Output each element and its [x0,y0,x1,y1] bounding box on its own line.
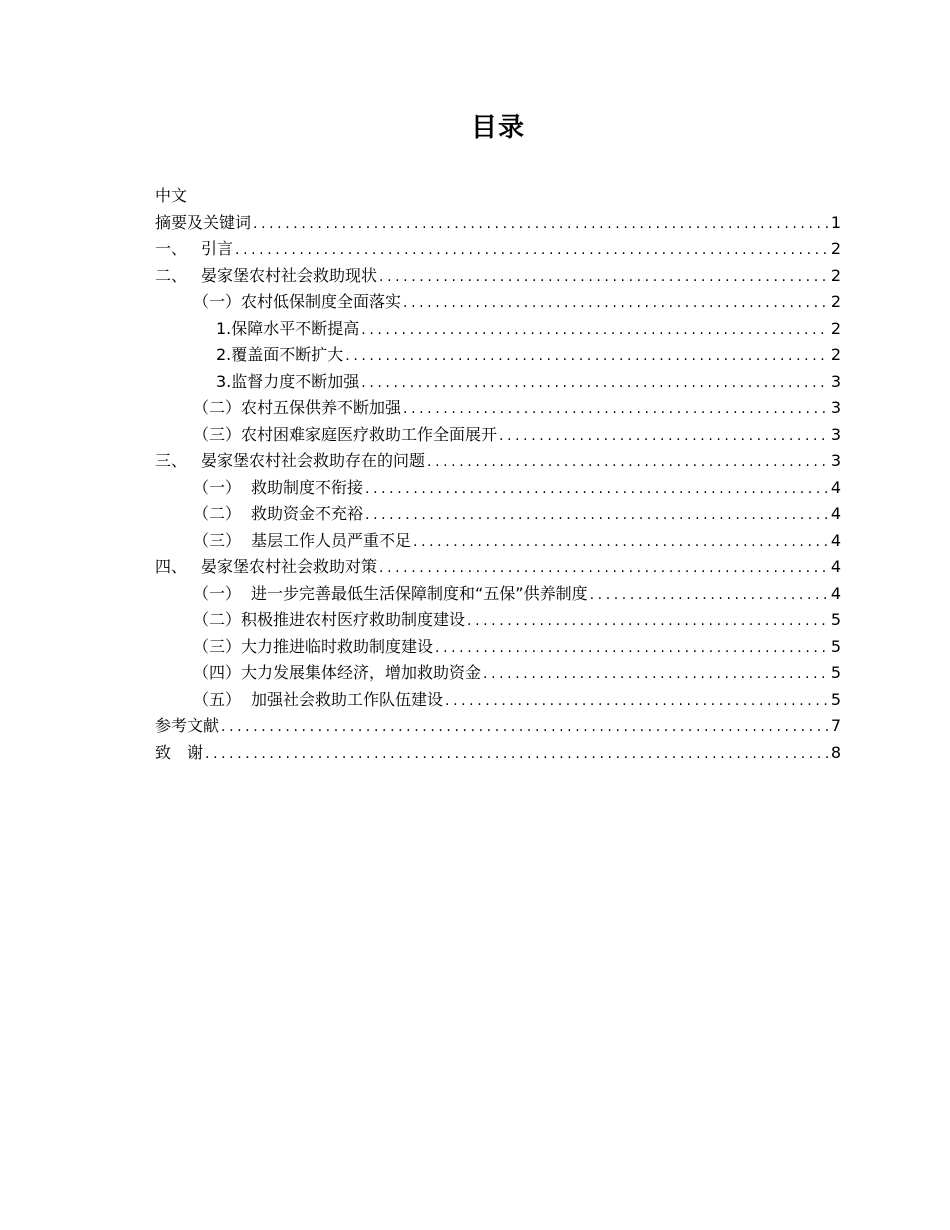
toc-entry-page: 2 [830,265,841,285]
toc-leader-dots [377,264,829,291]
toc-entry-number: （二） [193,398,242,417]
toc-entry-page: 2 [830,239,841,258]
toc-entry-number: （三） [193,636,242,656]
toc-entry-number: （五） [193,689,242,709]
toc-leader-dots [363,476,829,503]
toc-leader-dots [401,396,829,423]
toc-entry-text: 摘要及关键词 [155,212,252,232]
toc-entry-page: 4 [830,477,841,497]
toc-entry[interactable] [155,528,841,555]
toc-entry-text: 救助资金不充裕 [251,504,364,523]
toc-entry-text: 加强社会救助工作队伍建设 [251,689,444,709]
toc-entry-page: 8 [830,742,841,762]
toc-leader-dots [203,741,829,768]
toc-entry-number: 二、 [155,265,188,285]
toc-entry-number: 一、 [155,239,188,258]
toc-entry-text: 农村困难家庭医疗救助工作全面展开 [241,424,498,444]
toc-entry[interactable] [155,581,841,608]
toc-entry-text: 晏家堡农村社会救助现状 [201,265,378,285]
toc-entry-text: 大力推进临时救助制度建设 [241,636,434,656]
toc-entry-text: 农村低保制度全面落实 [241,292,402,311]
toc-entry-number: （一） [193,583,242,603]
toc-entry[interactable] [155,607,841,634]
toc-leader-dots [588,582,829,609]
toc-leader-dots [233,237,829,264]
toc-entry-text: 大力发展集体经济，增加救助资金 [241,663,482,682]
toc-entry-number: 3. [216,371,232,391]
toc-entry-text: 农村五保供养不断加强 [241,398,402,417]
toc-leader-dots [465,608,829,635]
toc-leader-dots [443,688,829,715]
toc-entry[interactable] [155,634,841,661]
toc-entry[interactable] [155,369,841,396]
toc-title: 目录 [470,113,525,143]
toc-leader-dots [359,370,829,397]
toc-entry-text: 引言 [201,239,234,258]
toc-entry-page: 2 [830,345,841,364]
toc-leader-dots [377,555,829,582]
toc-entry-number: （三） [193,530,242,550]
toc-entry[interactable] [155,713,841,740]
toc-entry[interactable] [155,475,841,502]
toc-leader-dots [411,529,829,556]
toc-entry-page: 5 [830,663,841,682]
toc-entry-text: 救助制度不衔接 [251,477,364,497]
toc-entry-number: （二） [193,610,242,629]
toc-entry-page: 5 [830,689,841,709]
toc-entry[interactable] [155,316,841,343]
toc-entry-number: 四、 [155,557,188,576]
toc-entry-page: 2 [830,318,841,338]
toc-heading: 中文 [155,186,188,205]
toc-list [155,183,841,766]
toc-entry-number: （二） [193,504,242,523]
toc-leader-dots [497,423,829,450]
toc-leader-dots [251,211,829,238]
toc-entry-number: 2. [216,345,232,364]
toc-entry-page: 4 [830,557,841,576]
toc-entry-page: 4 [830,530,841,550]
toc-entry[interactable] [155,554,841,581]
toc-entry[interactable] [155,395,841,422]
toc-entry-page: 3 [830,371,841,391]
toc-leader-dots [363,502,829,529]
toc-entry-number: 三、 [155,451,188,470]
toc-entry[interactable] [155,210,841,237]
toc-entry-page: 7 [830,716,841,735]
toc-entry[interactable] [155,740,841,767]
toc-entry-page: 3 [830,451,841,470]
toc-entry-number: （四） [193,663,242,682]
toc-entry-page: 3 [830,424,841,444]
toc-leader-dots [481,661,829,688]
toc-entry-number: （一） [193,292,242,311]
toc-entry[interactable] [155,687,841,714]
toc-entry-text: 覆盖面不断扩大 [231,345,344,364]
toc-entry-text: 晏家堡农村社会救助对策 [201,557,378,576]
toc-leader-dots [401,290,829,317]
toc-entry[interactable] [155,289,841,316]
toc-entry-text: 积极推进农村医疗救助制度建设 [241,610,466,629]
toc-entry-text: 保障水平不断提高 [231,318,360,338]
toc-entry-text: 监督力度不断加强 [231,371,360,391]
toc-entry[interactable] [155,236,841,263]
toc-entry[interactable] [155,448,841,475]
toc-entry[interactable] [155,501,841,528]
toc-entry[interactable] [155,342,841,369]
toc-entry-number: （一） [193,477,242,497]
toc-entry[interactable] [155,263,841,290]
toc-entry-page: 2 [830,292,841,311]
toc-entry-page: 5 [830,610,841,629]
toc-entry-number: （三） [193,424,242,444]
toc-entry-page: 4 [830,583,841,603]
toc-entry-page: 3 [830,398,841,417]
toc-entry-page: 4 [830,504,841,523]
toc-entry-page: 1 [830,212,841,232]
toc-leader-dots [433,635,829,662]
toc-leader-dots [425,449,829,476]
toc-entry-text: 进一步完善最低生活保障制度和“五保”供养制度 [251,583,588,603]
toc-leader-dots [343,343,829,370]
toc-entry-text: 参考文献 [155,716,220,735]
toc-entry-text: 致 谢 [155,742,204,762]
toc-entry[interactable] [155,660,841,687]
toc-entry-number: 1. [216,318,232,338]
toc-entry-text: 晏家堡农村社会救助存在的问题 [201,451,426,470]
toc-entry-page: 5 [830,636,841,656]
toc-leader-dots [359,317,829,344]
toc-entry-text: 基层工作人员严重不足 [251,530,412,550]
toc-entry[interactable] [155,422,841,449]
toc-leader-dots [219,714,829,741]
